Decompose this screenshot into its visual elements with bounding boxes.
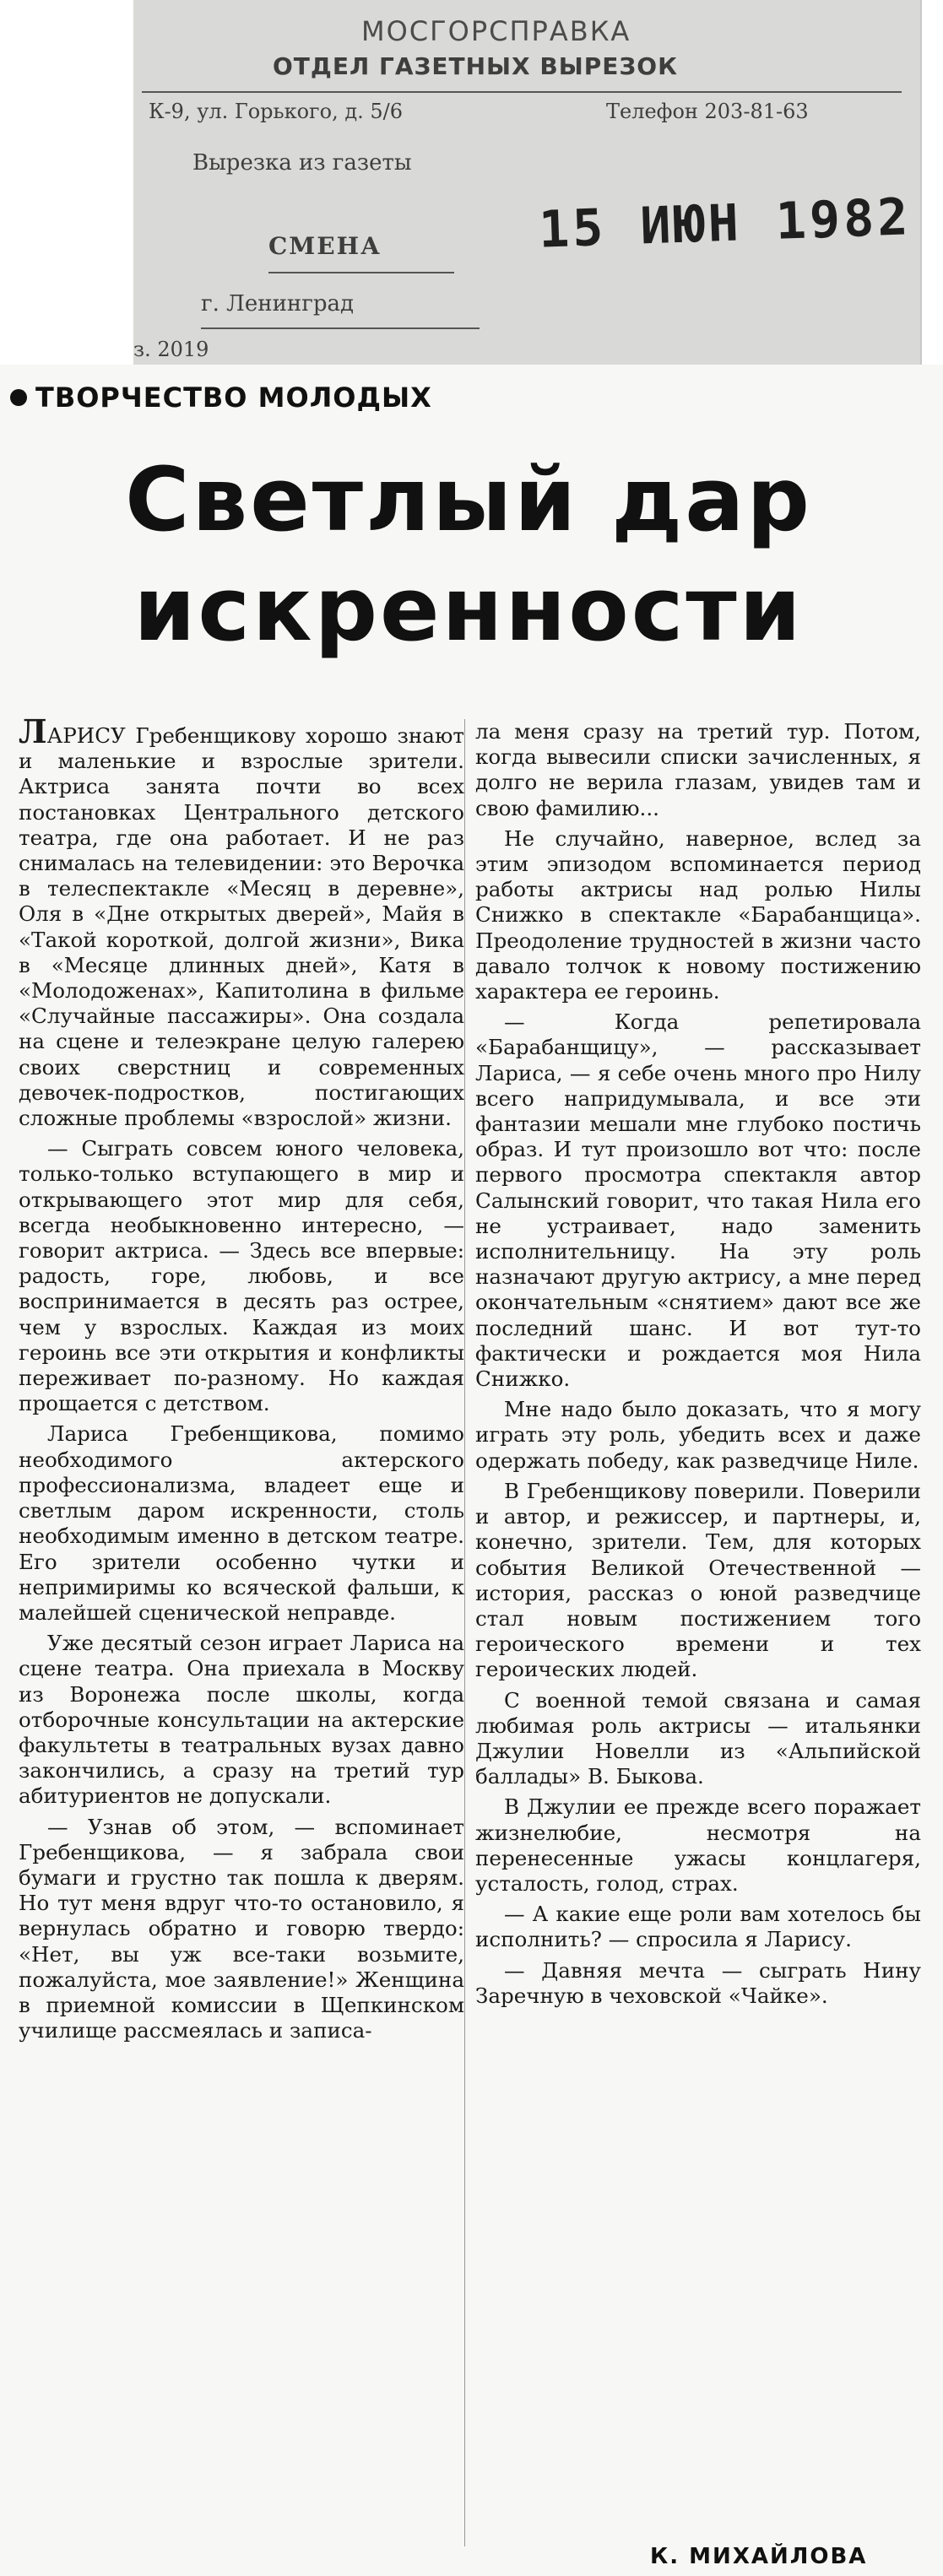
clipping-service-header [133,0,922,365]
column-divider [464,719,465,2546]
clip-source-label: Вырезка из газеты [192,150,412,176]
author-byline: К. МИХАЙЛОВА [650,2544,868,2569]
agency-name: МОСГОРСПРАВКА [361,15,631,47]
bullet-icon [10,389,27,406]
paragraph: Не случайно, наверное, вслед за этим эпизодом вспоминается период работы актрисы над ролью Нилы Снижко в спектакле «Барабанщица». Преодоление трудностей в жизни часто давало толчок к новому постижению характера ее героинь. [475,825,921,1004]
agency-address: К-9, ул. Горького, д. 5/6 [149,100,403,123]
paragraph: С военной темой связана и самая любимая роль актрисы — итальянки Джулии Новелли из «Альпийской баллады» В. Быкова. [475,1687,921,1789]
header-rule [142,91,902,93]
paragraph: Уже десятый сезон играет Лариса на сцене театра. Она приехала в Москву из Воронежа после школы, когда отборочные консультации на актерские факультеты в театральных вузах давно закончились, а сразу на третий тур абитуриентов не допускали. [19,1631,464,1809]
paragraph: В Джулии ее прежде всего поражает жизнелюбие, несмотря на перенесенные ужасы концлагеря, усталость, голод, страх. [475,1794,921,1896]
paragraph: Лариса Гребенщикова, помимо необходимого актерского профессионализма, владеет еще и светлым даром искренности, столь необходимым именно в детском театре. Его зрители особенно чутки и непримиримы ко всяческой фальши, к малейшей сценической неправде. [19,1421,464,1625]
paragraph: — Давняя мечта — сыграть Нину Заречную в чеховской «Чайке». [475,1957,921,2008]
newspaper-underline [268,272,454,273]
article-column-left [19,712,464,2048]
newspaper-name: СМЕНА [268,232,382,260]
newspaper-clipping [0,365,943,2576]
paragraph-text: АРИСУ Гребенщикову хорошо знают и маленькие и взрослые зрители. Актриса занята почти во всех постановках Центрального детского театра, где она работает. И не раз снималась на телевидении: это Верочка в телеспектакле «Месяц в деревне», Оля в «Дне открытых дверей», Майя в «Такой короткой, долгой жизни», Вика в «Месяце длинных дней», Катя в «Молодоженах», Капитолина в фильме «Случайные пассажиры». Она создала на сцене и телеэкране целую галерею своих сверстниц и современных девочек-подростков, постигающих сложные проблемы «взрослой» жизни. [19,723,464,1131]
paragraph: — Когда репетировала «Барабанщицу», — рассказывает Лариса, — я себе очень много про Нилу всего напридумывала, и все эти фантазии мешали мне глубоко постичь образ. И тут произошло вот что: после первого просмотра спектакля автор Салынский говорит, что такая Нила его не устраивает, надо заменить исполнительницу. На эту роль назначают другую актрису, а мне перед окончательным «снятием» дают все же последний шанс. И вот тут-то фактически и рождается моя Нила Снижко. [475,1009,921,1392]
date-stamp: 15 ИЮН 1982 [537,187,913,260]
drop-cap: Л [19,712,47,750]
article-title [46,445,891,664]
paragraph: — Узнав об этом, — вспоминает Гребенщикова, — я забрала свои бумаги и грустно так пошла к дверям. Но тут меня вдруг что-то остановило, я вернулась обратно и говорю твердо: «Нет, вы уж все-таки возьмите, пожалуйста, мое заявление!» Женщина в приемной комиссии в Щепкинском училище рассмеялась и записа- [19,1814,464,2043]
paragraph [19,712,464,1131]
paragraph: В Гребенщикову поверили. Поверили и автор, и режиссер, и партнеры, и, конечно, зрители. Тем, для которых события Великой Отечественной — история, рассказ о юной разведчице стал новым постижением того героического времени и тех героических людей. [475,1478,921,1682]
paragraph: — А какие еще роли вам хотелось бы исполнить? — спросила я Ларису. [475,1902,921,1952]
paragraph: ла меня сразу на третий тур. Потом, когда вывесили списки зачисленных, я долго не верила глазам, увидев там и свою фамилию... [475,719,921,820]
paragraph: — Сыграть совсем юного человека, только-только вступающего в мир и открывающего этот мир для себя, всегда необыкновенно интересно, — говорит актриса. — Здесь все впервые: радость, горе, любовь, и все воспринимается в десять раз острее, чем у взрослых. Каждая из моих героинь все эти открытия и конфликты переживает по-разному. Но каждая прощается с детством. [19,1136,464,1416]
city-underline [201,327,480,329]
title-line-2: искренности [133,558,804,661]
rubric [10,382,432,414]
agency-phone: Телефон 203-81-63 [606,100,809,123]
newspaper-city: г. Ленинград [201,291,354,317]
title-line-1: Светлый дар [125,448,812,551]
rubric-label: ТВОРЧЕСТВО МОЛОДЫХ [35,382,432,414]
article-column-right [475,719,921,2014]
department-name: ОТДЕЛ ГАЗЕТНЫХ ВЫРЕЗОК [273,52,678,80]
paragraph: Мне надо было доказать, что я могу играть эту роль, убедить всех и даже одержать победу, как разведчице Ниле. [475,1397,921,1473]
order-number: з. 2019 [133,338,209,361]
